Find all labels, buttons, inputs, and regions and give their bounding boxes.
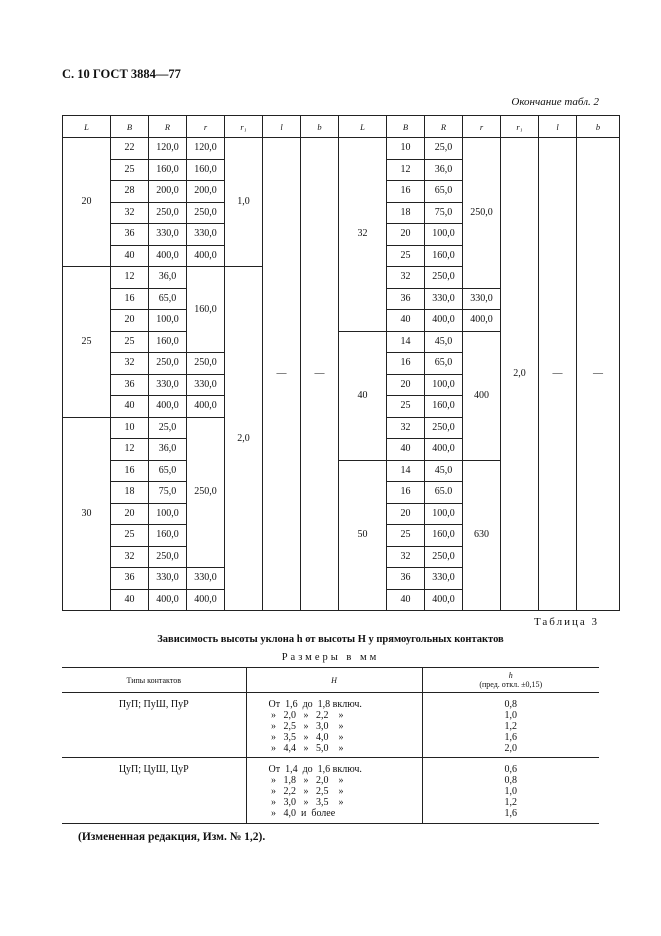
cell-R: 160,0 xyxy=(149,159,187,181)
h-value: 0,6 xyxy=(504,764,517,775)
table-continuation-label: Окончание табл. 2 xyxy=(511,96,599,108)
cell-R: 400,0 xyxy=(149,589,187,611)
H-line: От 1,6 до 1,8 включ. xyxy=(268,699,362,710)
cell-b: — xyxy=(301,138,339,611)
header-cell: r₁ xyxy=(225,116,263,138)
table-3 xyxy=(62,667,599,824)
header-cell: r xyxy=(187,116,225,138)
cell-R: 65,0 xyxy=(149,288,187,310)
cell-R: 100,0 xyxy=(425,374,463,396)
h-value: 1,0 xyxy=(504,786,517,797)
cell-B: 40 xyxy=(111,245,149,267)
cell-L: 30 xyxy=(63,417,111,611)
cell-R: 250,0 xyxy=(425,546,463,568)
cell-B: 16 xyxy=(387,353,425,375)
cell-L: 20 xyxy=(63,138,111,267)
cell-r: 200,0 xyxy=(187,181,225,203)
cell-B: 36 xyxy=(111,568,149,590)
cell-R: 45,0 xyxy=(425,331,463,353)
cell-B: 32 xyxy=(387,267,425,289)
cell-B: 16 xyxy=(387,482,425,504)
cell-B: 20 xyxy=(387,503,425,525)
cell-L: 40 xyxy=(339,331,387,460)
cell-R: 65,0 xyxy=(425,181,463,203)
row-H xyxy=(246,758,422,824)
cell-B: 32 xyxy=(111,546,149,568)
cell-B: 16 xyxy=(111,460,149,482)
h-value: 1,6 xyxy=(504,808,517,819)
cell-b: — xyxy=(577,138,620,611)
cell-B: 18 xyxy=(111,482,149,504)
cell-B: 40 xyxy=(111,396,149,418)
cell-B: 20 xyxy=(387,224,425,246)
cell-R: 250,0 xyxy=(149,546,187,568)
header-cell: R xyxy=(425,116,463,138)
cell-r: 400,0 xyxy=(187,396,225,418)
cell-R: 75,0 xyxy=(149,482,187,504)
H-line: » 2,5 » 3,0 » xyxy=(268,721,344,732)
cell-B: 16 xyxy=(387,181,425,203)
H-line: » 2,0 » 2,2 » xyxy=(268,710,344,721)
cell-r: 400,0 xyxy=(187,589,225,611)
cell-B: 25 xyxy=(111,525,149,547)
cell-r: 160,0 xyxy=(187,159,225,181)
cell-r1: 1,0 xyxy=(225,138,263,267)
table-3-caption: Зависимость высоты уклона h от высоты H у прямоугольных контактов xyxy=(157,634,504,645)
cell-r: 250,0 xyxy=(187,353,225,375)
header-cell: l xyxy=(263,116,301,138)
cell-r: 630 xyxy=(463,460,501,611)
cell-R: 400,0 xyxy=(149,396,187,418)
cell-R: 36,0 xyxy=(149,439,187,461)
cell-R: 160,0 xyxy=(149,331,187,353)
cell-r: 400,0 xyxy=(463,310,501,332)
cell-R: 25,0 xyxy=(425,138,463,160)
cell-R: 160,0 xyxy=(425,245,463,267)
header-cell: b xyxy=(301,116,339,138)
cell-B: 25 xyxy=(387,245,425,267)
cell-r: 400,0 xyxy=(187,245,225,267)
cell-r: 250,0 xyxy=(463,138,501,289)
cell-B: 22 xyxy=(111,138,149,160)
cell-B: 36 xyxy=(387,568,425,590)
cell-B: 25 xyxy=(387,396,425,418)
cell-l: — xyxy=(539,138,577,611)
cell-r: 160,0 xyxy=(187,267,225,353)
cell-R: 400,0 xyxy=(425,310,463,332)
table-2 xyxy=(62,115,620,611)
H-line: От 1,4 до 1,6 включ. xyxy=(268,764,362,775)
cell-R: 100,0 xyxy=(425,503,463,525)
header-cell: r xyxy=(463,116,501,138)
h-value: 0,8 xyxy=(504,775,517,786)
cell-R: 160,0 xyxy=(425,396,463,418)
header-cell: L xyxy=(339,116,387,138)
cell-r: 250,0 xyxy=(187,417,225,568)
header-cell: R xyxy=(149,116,187,138)
cell-B: 25 xyxy=(111,159,149,181)
cell-R: 400,0 xyxy=(149,245,187,267)
cell-B: 10 xyxy=(387,138,425,160)
cell-r: 120,0 xyxy=(187,138,225,160)
header-kinds: Типы контактов xyxy=(62,668,246,693)
cell-B: 20 xyxy=(111,310,149,332)
cell-r: 250,0 xyxy=(187,202,225,224)
cell-R: 45,0 xyxy=(425,460,463,482)
cell-B: 40 xyxy=(387,589,425,611)
page-header: С. 10 ГОСТ 3884—77 xyxy=(62,67,181,81)
cell-R: 250,0 xyxy=(149,353,187,375)
header-cell: B xyxy=(111,116,149,138)
cell-B: 40 xyxy=(387,310,425,332)
cell-R: 330,0 xyxy=(425,568,463,590)
row-kinds: ЦуП; ЦуШ, ЦуР xyxy=(62,758,246,824)
cell-R: 100,0 xyxy=(425,224,463,246)
cell-R: 400,0 xyxy=(425,589,463,611)
row-kinds: ПуП; ПуШ, ПуР xyxy=(62,693,246,758)
cell-R: 250,0 xyxy=(149,202,187,224)
cell-R: 250,0 xyxy=(425,267,463,289)
cell-B: 32 xyxy=(111,202,149,224)
cell-B: 25 xyxy=(111,331,149,353)
cell-B: 32 xyxy=(387,546,425,568)
header-cell: b xyxy=(577,116,620,138)
cell-L: 32 xyxy=(339,138,387,332)
table-row xyxy=(62,693,599,758)
cell-R: 200,0 xyxy=(149,181,187,203)
cell-l: — xyxy=(263,138,301,611)
cell-r: 330,0 xyxy=(187,568,225,590)
cell-B: 36 xyxy=(111,374,149,396)
cell-r: 330,0 xyxy=(187,224,225,246)
h-value: 1,2 xyxy=(504,797,517,808)
header-cell: r₁ xyxy=(501,116,539,138)
cell-r1: 2,0 xyxy=(501,138,539,611)
table-3-label: Таблица 3 xyxy=(533,616,599,628)
table-3-header-row xyxy=(62,668,599,693)
cell-B: 20 xyxy=(387,374,425,396)
row-h xyxy=(422,693,599,758)
header-cell: B xyxy=(387,116,425,138)
footnote: (Измененная редакция, Изм. № 1,2). xyxy=(78,831,266,843)
cell-B: 14 xyxy=(387,331,425,353)
cell-B: 36 xyxy=(387,288,425,310)
H-line: » 2,2 » 2,5 » xyxy=(268,786,344,797)
cell-B: 10 xyxy=(111,417,149,439)
cell-R: 330,0 xyxy=(425,288,463,310)
cell-R: 330,0 xyxy=(149,224,187,246)
cell-B: 40 xyxy=(111,589,149,611)
header-H: H xyxy=(246,668,422,693)
h-value: 1,2 xyxy=(504,721,517,732)
cell-B: 36 xyxy=(111,224,149,246)
cell-R: 160,0 xyxy=(425,525,463,547)
cell-R: 100,0 xyxy=(149,310,187,332)
cell-B: 32 xyxy=(387,417,425,439)
cell-R: 160,0 xyxy=(149,525,187,547)
cell-R: 330,0 xyxy=(149,568,187,590)
row-h xyxy=(422,758,599,824)
cell-R: 65.0 xyxy=(425,482,463,504)
header-cell: l xyxy=(539,116,577,138)
H-line: » 3,0 » 3,5 » xyxy=(268,797,344,808)
header-h-tolerance: (пред. откл. ±0,15) xyxy=(479,680,543,689)
cell-R: 65,0 xyxy=(149,460,187,482)
cell-B: 32 xyxy=(111,353,149,375)
cell-B: 18 xyxy=(387,202,425,224)
H-line: » 4,4 » 5,0 » xyxy=(268,743,344,754)
cell-r: 400 xyxy=(463,331,501,460)
cell-R: 250,0 xyxy=(425,417,463,439)
cell-R: 65,0 xyxy=(425,353,463,375)
cell-B: 12 xyxy=(387,159,425,181)
cell-B: 20 xyxy=(111,503,149,525)
header-cell: L xyxy=(63,116,111,138)
cell-R: 100,0 xyxy=(149,503,187,525)
table-row xyxy=(62,758,599,824)
h-value: 0,8 xyxy=(504,699,517,710)
H-line: » 3,5 » 4,0 » xyxy=(268,732,344,743)
cell-B: 12 xyxy=(111,267,149,289)
h-value: 1,0 xyxy=(504,710,517,721)
cell-B: 12 xyxy=(111,439,149,461)
cell-R: 400,0 xyxy=(425,439,463,461)
header-h xyxy=(422,668,599,693)
cell-r1: 2,0 xyxy=(225,267,263,611)
h-value: 1,6 xyxy=(504,732,517,743)
cell-R: 36,0 xyxy=(149,267,187,289)
cell-L: 25 xyxy=(63,267,111,418)
cell-B: 25 xyxy=(387,525,425,547)
table-row xyxy=(63,138,620,160)
cell-B: 14 xyxy=(387,460,425,482)
table-2-header-row xyxy=(63,116,620,138)
h-value: 2,0 xyxy=(504,743,517,754)
cell-R: 330,0 xyxy=(149,374,187,396)
cell-B: 16 xyxy=(111,288,149,310)
cell-B: 40 xyxy=(387,439,425,461)
H-line: » 4,0 и более xyxy=(268,808,336,819)
H-line: » 1,8 » 2,0 » xyxy=(268,775,344,786)
cell-R: 36,0 xyxy=(425,159,463,181)
header-h-symbol: h xyxy=(508,671,513,680)
cell-B: 28 xyxy=(111,181,149,203)
cell-r: 330,0 xyxy=(463,288,501,310)
cell-R: 120,0 xyxy=(149,138,187,160)
row-H xyxy=(246,693,422,758)
cell-r: 330,0 xyxy=(187,374,225,396)
cell-R: 75,0 xyxy=(425,202,463,224)
table-3-dimensions: Размеры в мм xyxy=(281,652,380,663)
cell-L: 50 xyxy=(339,460,387,611)
cell-R: 25,0 xyxy=(149,417,187,439)
